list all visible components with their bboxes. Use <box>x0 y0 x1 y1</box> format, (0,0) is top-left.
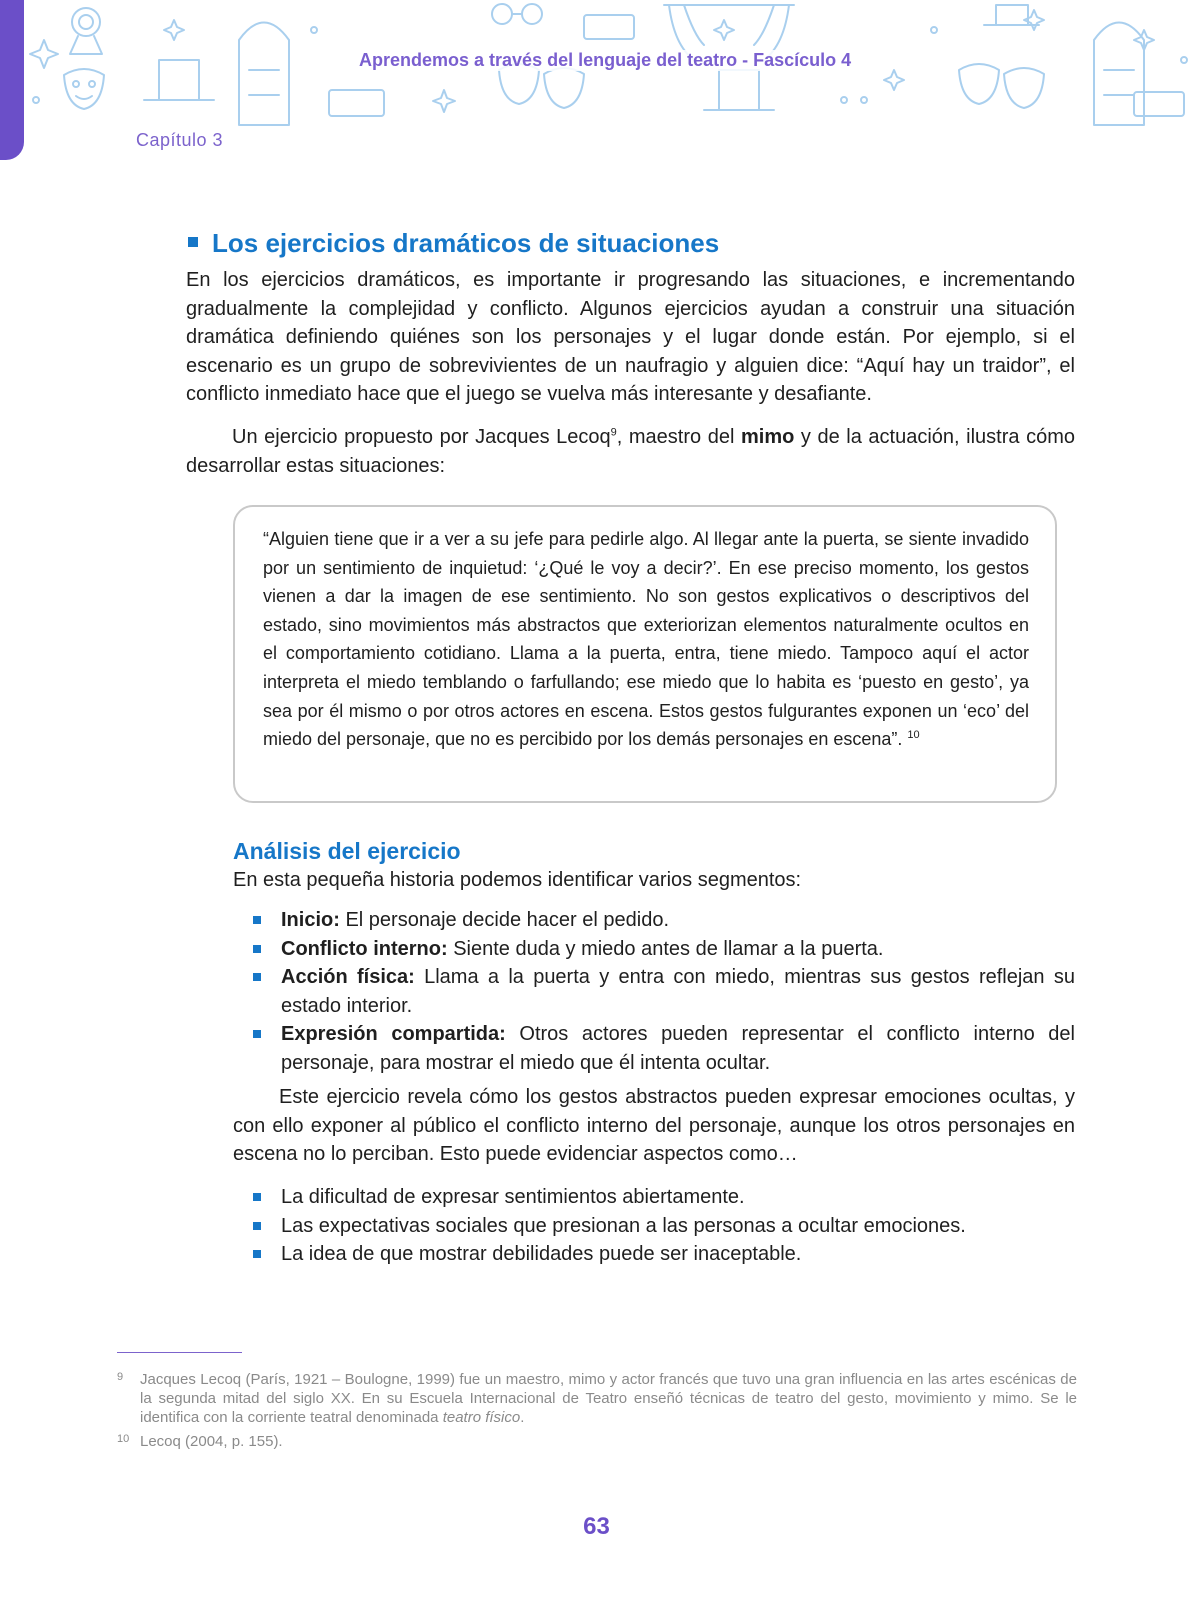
segment-text: Otros actores pueden representar el conflicto interno del personaje, para mostrar el miedo que él intenta ocultar. <box>281 1023 1075 1074</box>
list-item <box>233 935 1075 964</box>
segment-text: El personaje decide hacer el pedido. <box>339 909 670 931</box>
square-bullet-icon <box>253 916 261 924</box>
binoculars-icon <box>492 4 542 24</box>
footnote-number: 9 <box>117 1371 124 1383</box>
square-bullet-icon <box>253 1222 261 1230</box>
segment-term: Inicio: <box>281 909 340 931</box>
footnote-ref-10[interactable]: 10 <box>907 729 920 742</box>
lecoq-paragraph <box>186 423 1075 480</box>
lecoq-quote <box>263 525 1029 754</box>
aspect-text: La dificultad de expresar sentimientos abiertamente. <box>281 1186 745 1208</box>
segments-list <box>233 906 1075 1077</box>
list-item <box>233 1212 1075 1241</box>
list-item <box>233 906 1075 935</box>
mimo-bold-term: mimo <box>740 426 795 448</box>
segment-term: Conflicto interno: <box>281 937 448 960</box>
segment-term: Acción física: <box>281 966 415 988</box>
page-number: 63 <box>583 1513 610 1540</box>
list-item <box>233 963 1075 1020</box>
square-bullet-icon <box>188 237 198 247</box>
list-item <box>233 1240 1075 1269</box>
footnote-number: 10 <box>117 1433 130 1445</box>
footnote-italic-term: teatro físico <box>442 1409 521 1426</box>
analysis-heading: Análisis del ejercicio <box>233 838 461 864</box>
spotlight-icon <box>70 8 102 54</box>
analysis-intro: En esta pequeña historia podemos identificar varios segmentos: <box>233 869 802 891</box>
footnote-end: . <box>520 1409 525 1426</box>
footnote-ref-9[interactable]: 9 <box>610 426 617 439</box>
square-bullet-icon <box>253 945 261 953</box>
aspect-text: La idea de que mostrar debilidades puede ser inaceptable. <box>281 1243 802 1265</box>
running-header-title: Aprendemos a través del lenguaje del teatro - Fascículo 4 <box>355 50 855 71</box>
footnote-text <box>140 1370 1077 1427</box>
footnote-divider <box>117 1352 242 1353</box>
lecoq-paragraph-text-2: , maestro del <box>616 426 741 448</box>
square-bullet-icon <box>253 973 261 981</box>
lecoq-paragraph-text-3: y de la actuación, ilustra cómo desarrollar estas situaciones: <box>186 426 1075 477</box>
throne-icon <box>239 23 1144 126</box>
footnote-body: Jacques Lecoq (París, 1921 – Boulogne, 1999) fue un maestro, mimo y actor francés que tuvo una gran influencia en las artes escénicas de la segunda mitad del siglo XX. En su Escuela Internacional de Teatro enseñó técnicas de teatro del gesto, movimiento y mimo. Se le identifica con la corriente teatral denominada <box>140 1371 1077 1426</box>
list-item <box>233 1183 1075 1212</box>
chapter-tab-strip <box>0 0 24 160</box>
aspects-list <box>233 1183 1075 1269</box>
square-bullet-icon <box>253 1030 261 1038</box>
conclusion-paragraph: Este ejercicio revela cómo los gestos abstractos pueden expresar emociones ocultas, y con ello exponer al público el conflicto interno del personaje, aunque los otros personajes en escena no lo perciban. Esto puede evidenciar aspectos como… <box>233 1086 1075 1165</box>
footnote-text: Lecoq (2004, p. 155). <box>140 1433 283 1450</box>
quote-text: “Alguien tiene que ir a ver a su jefe para pedirle algo. Al llegar ante la puerta, se siente invadido por un sentimiento de inquietud: ‘¿Qué le voy a decir?’. En ese preciso momento, los gestos vienen a dar la imagen de ese sentimiento. No son gestos explicativos o descriptivos del estado, sino movimientos más abstractos que exteriorizan elementos naturalmente ocultos en el comportamiento cotidiano. Llama a la puerta, entra, tiene miedo. Tampoco aquí el actor interpreta el miedo temblando o farfullando; ese miedo que lo habita es ‘puesto en gesto’, ya sea por él mismo o por otros actores en escena. Estos gestos fulgurantes exponen un ‘eco’ del miedo del personaje, que no es percibido por los demás personajes en escena”. <box>263 529 1029 750</box>
section-title-text: Los ejercicios dramáticos de situaciones <box>212 228 720 258</box>
segment-text: Siente duda y miedo antes de llamar a la puerta. <box>447 937 884 960</box>
section-title <box>188 228 719 259</box>
footnote-9 <box>117 1370 1077 1427</box>
quote-box <box>233 505 1057 803</box>
footnote-10 <box>117 1432 1077 1451</box>
list-item <box>233 1020 1075 1077</box>
square-bullet-icon <box>253 1193 261 1201</box>
segment-term: Expresión compartida: <box>281 1023 506 1045</box>
intro-paragraph: En los ejercicios dramáticos, es importante ir progresando las situaciones, e incrementando gradualmente la complejidad y conflicto. Algunos ejercicios ayudan a construir una situación dramática definiendo quiénes son los personajes y el lugar donde están. Por ejemplo, si el escenario es un grupo de sobrevivientes de un naufragio y alguien dice: “Aquí hay un traidor”, el conflicto inmediato hace que el juego se vuelva más interesante y desafiante. <box>186 269 1075 405</box>
chapter-label: Capítulo 3 <box>136 130 224 150</box>
aspect-text: Las expectativas sociales que presionan a las personas a ocultar emociones. <box>281 1214 966 1237</box>
lecoq-paragraph-text-1: Un ejercicio propuesto por Jacques Lecoq <box>232 426 611 448</box>
segment-text: Llama a la puerta y entra con miedo, mientras sus gestos reflejan su estado interior. <box>281 966 1075 1017</box>
square-bullet-icon <box>253 1250 261 1258</box>
